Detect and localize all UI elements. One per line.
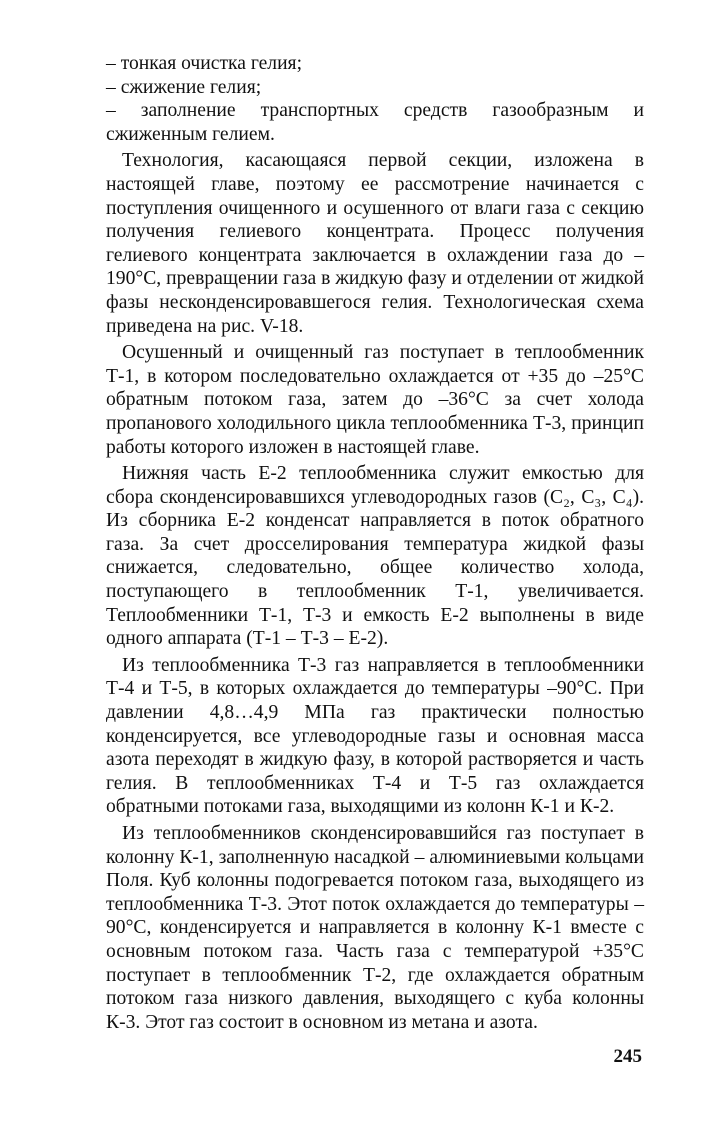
page-text xyxy=(106,52,644,1034)
page-number: 245 xyxy=(613,1046,642,1067)
list-item: – заполнение транспортных средств газообразным и сжиженным гелием. xyxy=(106,100,644,145)
paragraph: Нижняя часть Е-2 теплообменника служит емкостью для сбора сконденсировавшихся углеводородных газов (С₂, С₃, С₄). Из сборника Е-2 конденсат направляется в поток обратного газа. За счет дросселирования температура жидкой фазы снижается, следовательно, общее количество холода, поступающего в теплообменник Т-1, увеличивается. Теплообменники Т-1, Т-3 и емкость Е-2 выполнены в виде одного аппарата (Т-1 – Т-3 – Е-2). xyxy=(106,463,644,650)
paragraph: Из теплообменника Т-3 газ направляется в теплообменники Т-4 и Т-5, в которых охлаждается до температуры –90°С. При давлении 4,8…4,9 МПа газ практически полностью конденсируется, все углеводородные газы и основная масса азота переходят в жидкую фазу, в которой растворяется и часть гелия. В теплообменниках Т-4 и Т-5 газ охлаждается обратными потоками газа, выходящими из колонн К-1 и К-2. xyxy=(106,654,644,818)
paragraph: Технология, касающаяся первой секции, изложена в настоящей главе, поэтому ее рассмотрение начинается с поступления очищенного и осушенного от влаги газа с секцию получения гелиевого концентрата. Процесс получения гелиевого концентрата заключается в охлаждении газа до –190°С, превращении газа в жидкую фазу и отделении от жидкой фазы несконденсировавшегося гелия. Технологическая схема приведена на рис. V-18. xyxy=(106,150,644,337)
list-item: – сжижение гелия; xyxy=(106,76,262,98)
list-item: – тонкая очистка гелия; xyxy=(106,53,303,74)
paragraph: Из теплообменников сконденсировавшийся газ поступает в колонну К-1, заполненную насадкой – алюминиевыми кольцами Поля. Куб колонны подогревается потоком газа, выходящего из теплообменника Т-3. Этот поток охлаждается до температуры –90°С, конденсируется и направляется в колонну К-1 вместе с основным потоком газа. Часть газа с температурой +35°С поступает в теплообменник Т-2, где охлаждается обратным потоком газа низкого давления, выходящего с куба колонны К-3. Этот газ состоит в основном из метана и азота. xyxy=(106,823,644,1033)
paragraph: Осушенный и очищенный газ поступает в теплообменник Т-1, в котором последовательно охлаждается от +35 до –25°С обратным потоком газа, затем до –36°С за счет холода пропанового холодильного цикла теплообменника Т-3, принцип работы которого изложен в настоящей главе. xyxy=(106,342,644,458)
